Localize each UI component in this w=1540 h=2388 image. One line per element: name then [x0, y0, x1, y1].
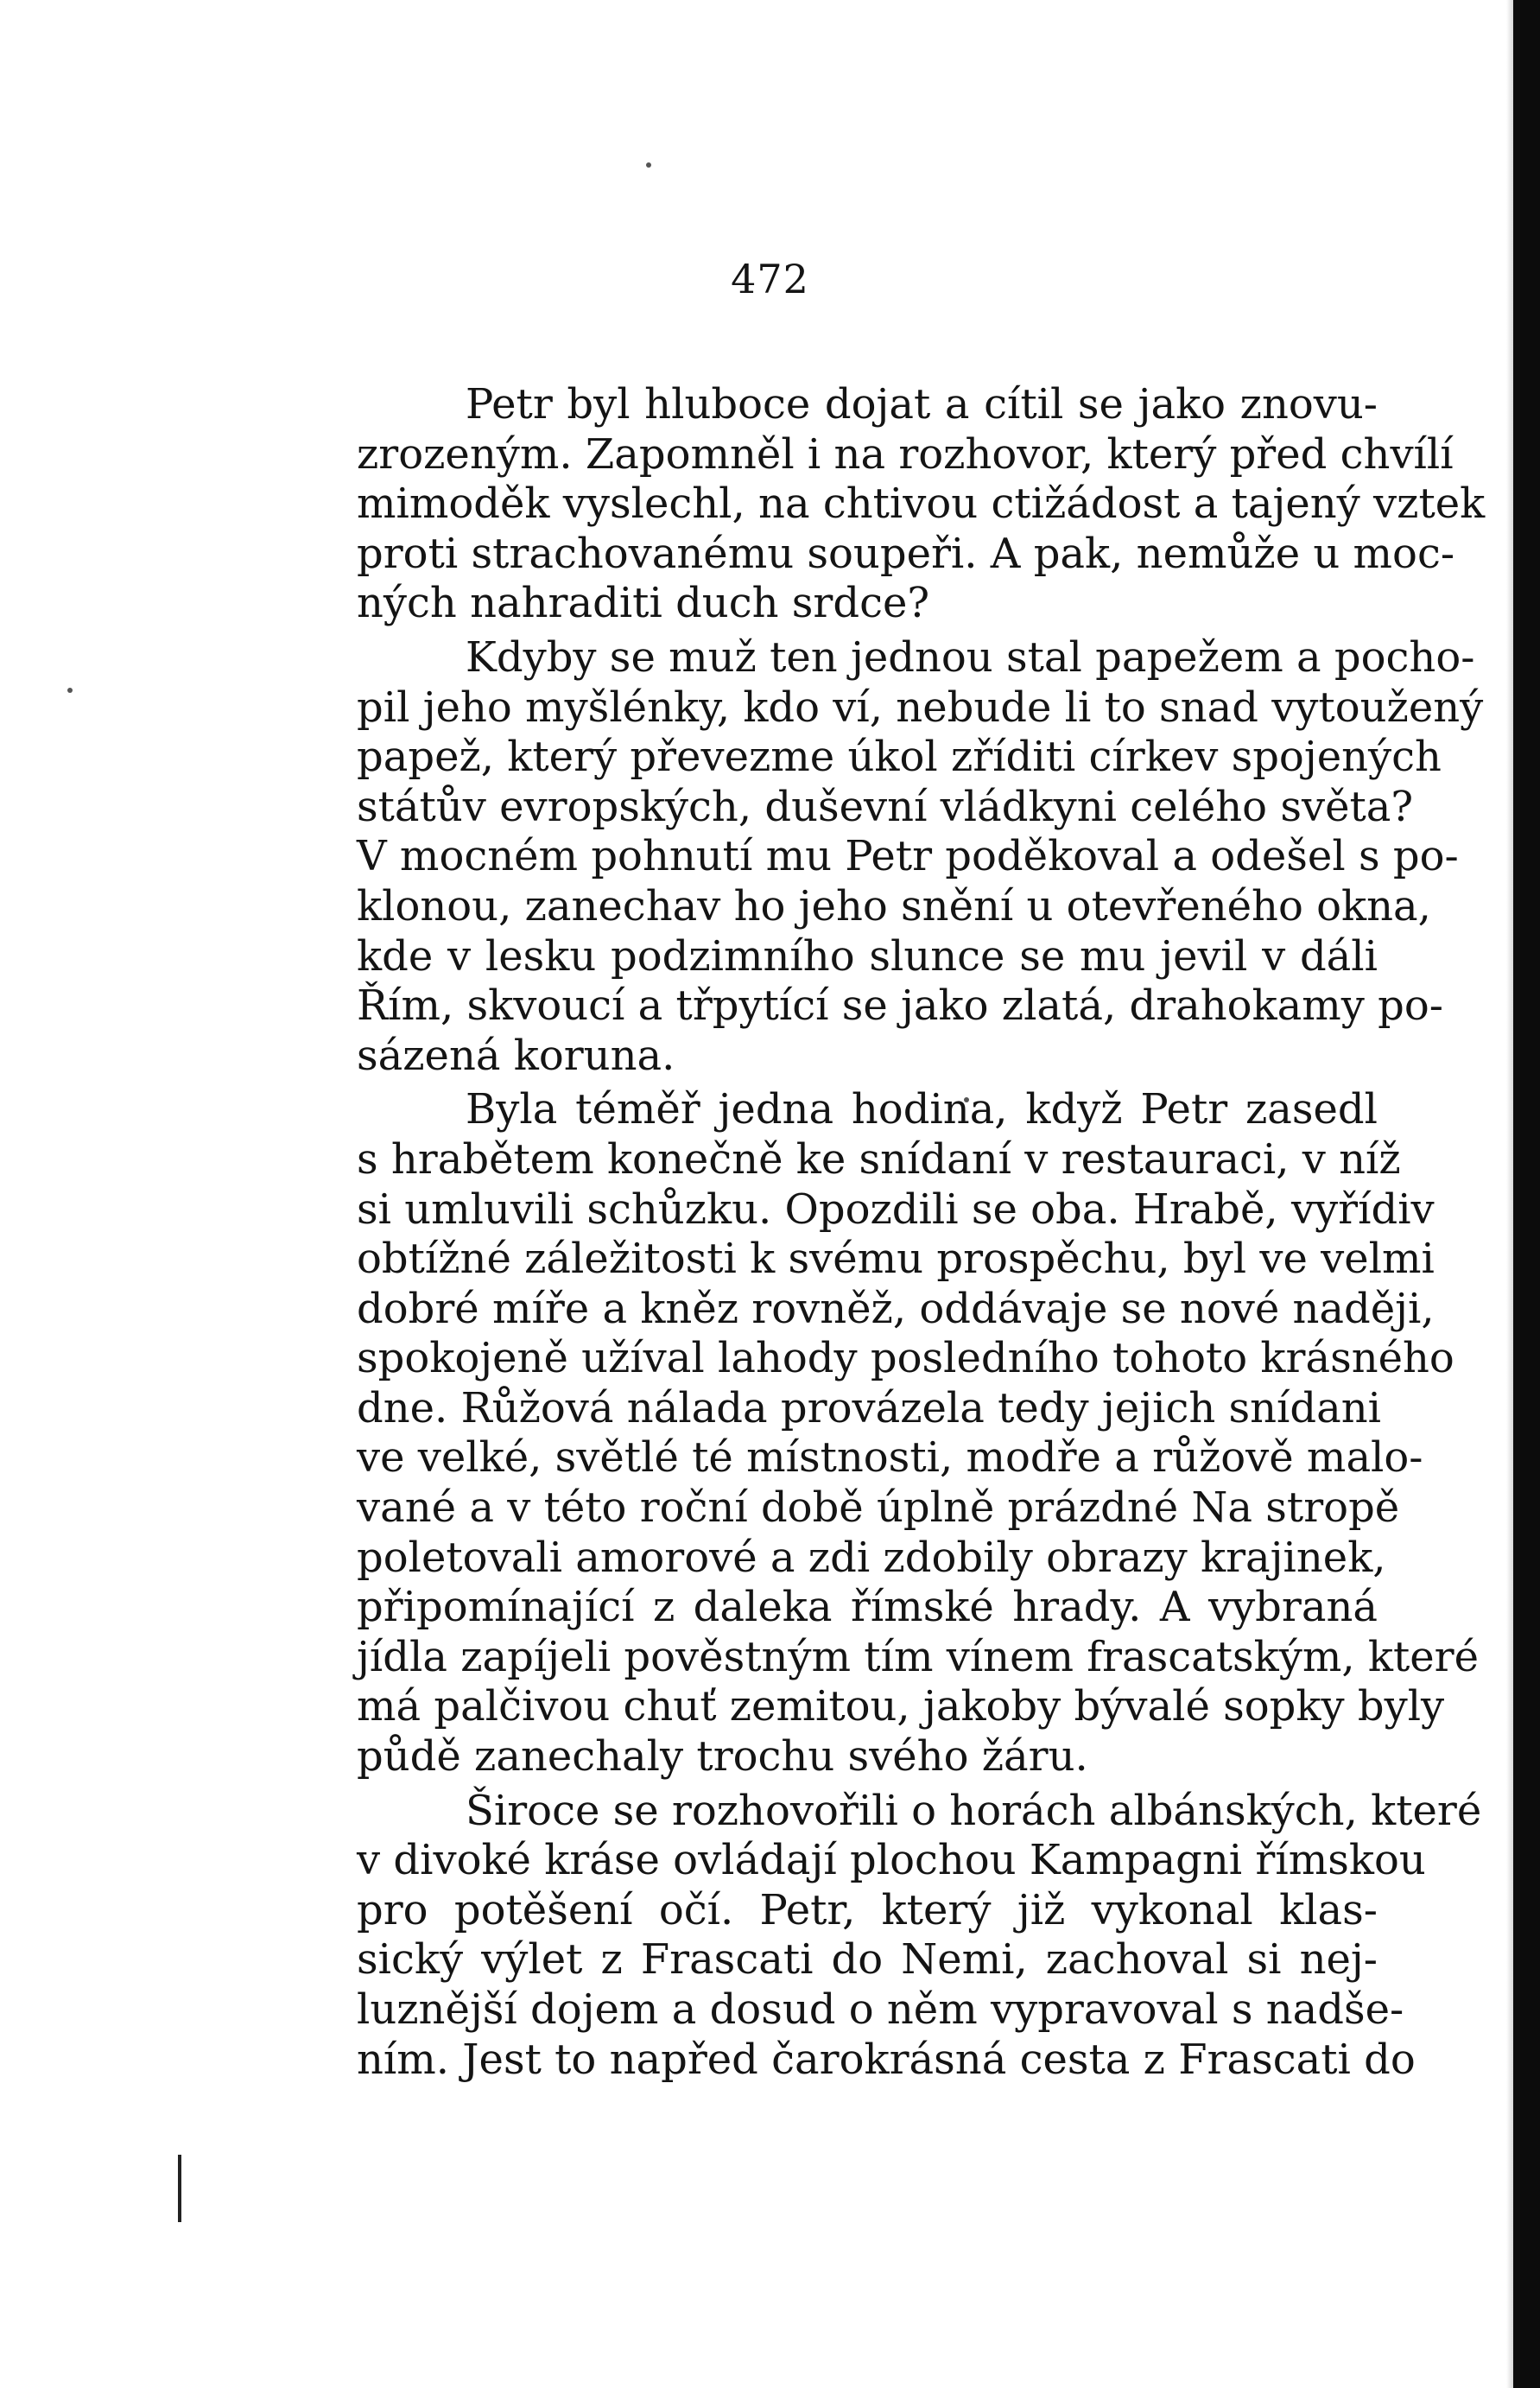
text-line: připomínající z daleka římské hrady. A vybraná: [357, 1583, 1378, 1632]
body-text: [248, 380, 1486, 2089]
text-line: má palčivou chuť zemitou, jakoby bývalé sopky byly: [357, 1682, 1445, 1731]
text-line: V mocném pohnutí mu Petr poděkoval a odešel s po-: [357, 832, 1459, 881]
text-line: ných nahraditi duch srdce?: [357, 579, 930, 628]
page-edge-shadow: [1506, 0, 1513, 2388]
text-line: zrozeným. Zapomněl i na rozhovor, který před chvílí: [357, 429, 1454, 479]
text-line: papež, který převezme úkol zříditi církev spojených: [357, 733, 1442, 782]
text-line: státův evropských, duševní vládkyni celého světa?: [357, 782, 1414, 831]
paragraph-1: [248, 380, 1486, 629]
text-line: Byla téměř jedna hodina, když Petr zasedl: [466, 1085, 1378, 1134]
text-line: sázená koruna.: [357, 1031, 675, 1080]
paragraph-3: [248, 1085, 1480, 1781]
page-edge: [1513, 0, 1540, 2388]
text-line: obtížné záležitosti k svému prospěchu, byl ve velmi: [357, 1235, 1435, 1284]
text-line: dobré míře a kněz rovněž, oddávaje se nové naději,: [357, 1284, 1435, 1333]
text-line: mimoděk vyslechl, na chtivou ctižádost a tajený vztek: [357, 480, 1486, 529]
text-line: sický výlet z Frascati do Nemi, zachoval si nej-: [357, 1935, 1378, 1985]
text-line: pro potěšení očí. Petr, který již vykonal klas-: [357, 1885, 1378, 1934]
page-number: 472: [731, 256, 809, 302]
text-line: s hrabětem konečně ke snídaní v restauraci, v níž: [357, 1134, 1401, 1184]
text-line: proti strachovanému soupeři. A pak, nemůže u moc-: [357, 529, 1455, 578]
text-line: Kdyby se muž ten jednou stal papežem a pocho-: [466, 632, 1475, 682]
paragraph-2: [248, 632, 1484, 1081]
text-line: kde v lesku podzimního slunce se mu jevil v dáli: [357, 931, 1378, 981]
text-line: jídla zapíjeli pověstným tím vínem frascatským, které: [357, 1632, 1480, 1681]
text-line: vané a v této roční době úplně prázdné Na stropě: [357, 1483, 1400, 1533]
text-line: Petr byl hluboce dojat a cítil se jako znovu-: [466, 380, 1378, 429]
text-line: půdě zanechaly trochu svého žáru.: [357, 1732, 1088, 1781]
text-line: si umluvili schůzku. Opozdili se oba. Hrabě, vyřídiv: [357, 1184, 1435, 1234]
text-line: Široce se rozhovořili o horách albánských, které: [466, 1786, 1482, 1835]
text-line: pil jeho myšlénky, kdo ví, nebude li to snad vytoužený: [357, 683, 1484, 732]
print-speck: [67, 688, 73, 693]
text-line: Řím, skvoucí a třpytící se jako zlatá, drahokamy po-: [357, 981, 1444, 1031]
gutter-mark: [178, 2155, 181, 2222]
text-line: luznější dojem a dosud o něm vypravoval s nadše-: [357, 1985, 1404, 2034]
text-line: v divoké kráse ovládají plochou Kampagni římskou: [357, 1836, 1426, 1885]
print-speck: [646, 162, 651, 168]
text-line: spokojeně užíval lahody posledního tohoto krásného: [357, 1334, 1454, 1383]
text-line: ve velké, světlé té místnosti, modře a růžově malo-: [357, 1433, 1423, 1483]
text-line: poletovali amorové a zdi zdobily obrazy krajinek,: [357, 1533, 1386, 1582]
text-line: klonou, zanechav ho jeho snění u otevřeného okna,: [357, 881, 1431, 930]
text-line: ním. Jest to napřed čarokrásná cesta z Frascati do: [357, 2035, 1416, 2084]
text-line: dne. Růžová nálada provázela tedy jejich snídani: [357, 1383, 1382, 1432]
paragraph-4: [248, 1786, 1482, 2086]
